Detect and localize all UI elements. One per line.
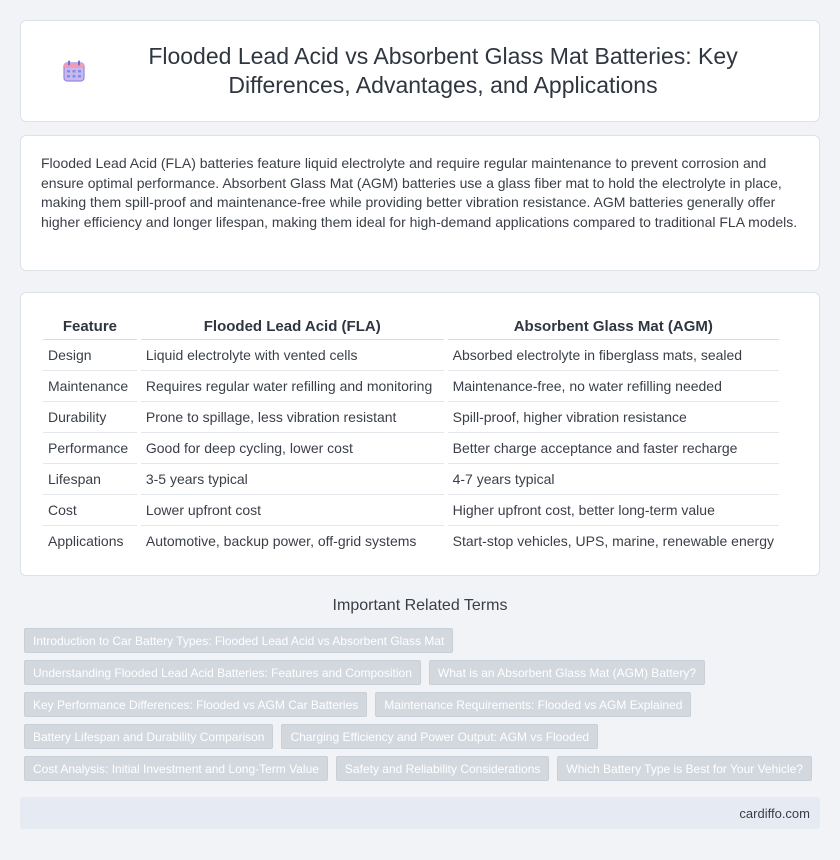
row-agm-value: Higher upfront cost, better long-term value	[446, 494, 779, 525]
related-term-link[interactable]: Which Battery Type is Best for Your Vehicle?	[557, 756, 812, 781]
row-fla-value: 3-5 years typical	[139, 463, 446, 494]
row-feature: Performance	[43, 432, 139, 463]
related-term-link[interactable]: Key Performance Differences: Flooded vs AGM Car Batteries	[24, 692, 367, 717]
header-feature: Feature	[43, 313, 139, 339]
header-agm: Absorbent Glass Mat (AGM)	[446, 313, 779, 339]
related-terms-heading: Important Related Terms	[332, 597, 508, 614]
calendar-icon	[61, 58, 87, 84]
related-terms-list	[24, 628, 814, 781]
table-row	[43, 463, 779, 494]
row-fla-value: Liquid electrolyte with vented cells	[139, 339, 446, 370]
related-term-link[interactable]: What is an Absorbent Glass Mat (AGM) Battery?	[429, 660, 705, 685]
row-feature: Lifespan	[43, 463, 139, 494]
related-term-link[interactable]: Introduction to Car Battery Types: Flooded Lead Acid vs Absorbent Glass Mat	[24, 628, 453, 653]
related-term-link[interactable]: Maintenance Requirements: Flooded vs AGM Explained	[375, 692, 691, 717]
row-agm-value: Maintenance-free, no water refilling needed	[446, 370, 779, 401]
title-card	[20, 20, 820, 122]
row-agm-value: 4-7 years typical	[446, 463, 779, 494]
intro-card	[20, 135, 820, 271]
row-agm-value: Spill-proof, higher vibration resistance	[446, 401, 779, 432]
table-row	[43, 432, 779, 463]
related-term-link[interactable]: Charging Efficiency and Power Output: AGM vs Flooded	[281, 724, 598, 749]
row-feature: Cost	[43, 494, 139, 525]
related-term-link[interactable]: Battery Lifespan and Durability Comparison	[24, 724, 273, 749]
row-feature: Applications	[48, 532, 124, 549]
table-row	[43, 401, 779, 432]
row-fla-value: Good for deep cycling, lower cost	[139, 432, 446, 463]
comparison-table	[43, 313, 779, 556]
title-wrap	[21, 21, 819, 121]
row-fla-value: Requires regular water refilling and monitoring	[139, 370, 446, 401]
row-feature: Maintenance	[43, 370, 139, 401]
footer-bar	[20, 797, 820, 829]
header-fla: Flooded Lead Acid (FLA)	[139, 313, 446, 339]
comparison-card	[20, 292, 820, 576]
row-agm-value: Better charge acceptance and faster recharge	[446, 432, 779, 463]
related-term-link[interactable]: Understanding Flooded Lead Acid Batteries: Features and Composition	[24, 660, 421, 685]
row-fla-value: Lower upfront cost	[139, 494, 446, 525]
row-agm-value: Start-stop vehicles, UPS, marine, renewable energy	[446, 525, 779, 556]
related-term-link[interactable]: Cost Analysis: Initial Investment and Long-Term Value	[24, 756, 328, 781]
table-row	[43, 339, 779, 370]
table-header-row	[43, 313, 779, 339]
row-fla-value: Prone to spillage, less vibration resistant	[139, 401, 446, 432]
table-row	[43, 525, 779, 556]
page-title: Flooded Lead Acid vs Absorbent Glass Mat Batteries: Key Differences, Advantages, and Applications	[148, 43, 738, 98]
related-term-link[interactable]: Safety and Reliability Considerations	[336, 756, 549, 781]
row-agm-value: Absorbed electrolyte in fiberglass mats, sealed	[446, 339, 779, 370]
row-feature: Durability	[43, 401, 139, 432]
row-feature: Design	[43, 339, 139, 370]
intro-paragraph: Flooded Lead Acid (FLA) batteries feature liquid electrolyte and require regular maintenance to prevent corrosion and ensure optimal performance. Absorbent Glass Mat (AGM) batteries use a glass fiber mat to hold the electrolyte in place, making them spill-proof and maintenance-free while providing better vibration resistance. AGM batteries generally offer higher efficiency and longer lifespan, making them ideal for high-demand applications compared to traditional FLA models.	[41, 155, 798, 230]
row-fla-value: Automotive, backup power, off-grid systems	[139, 525, 446, 556]
table-row	[43, 494, 779, 525]
footer-site-name: cardiffo.com	[739, 805, 810, 821]
table-row	[43, 370, 779, 401]
